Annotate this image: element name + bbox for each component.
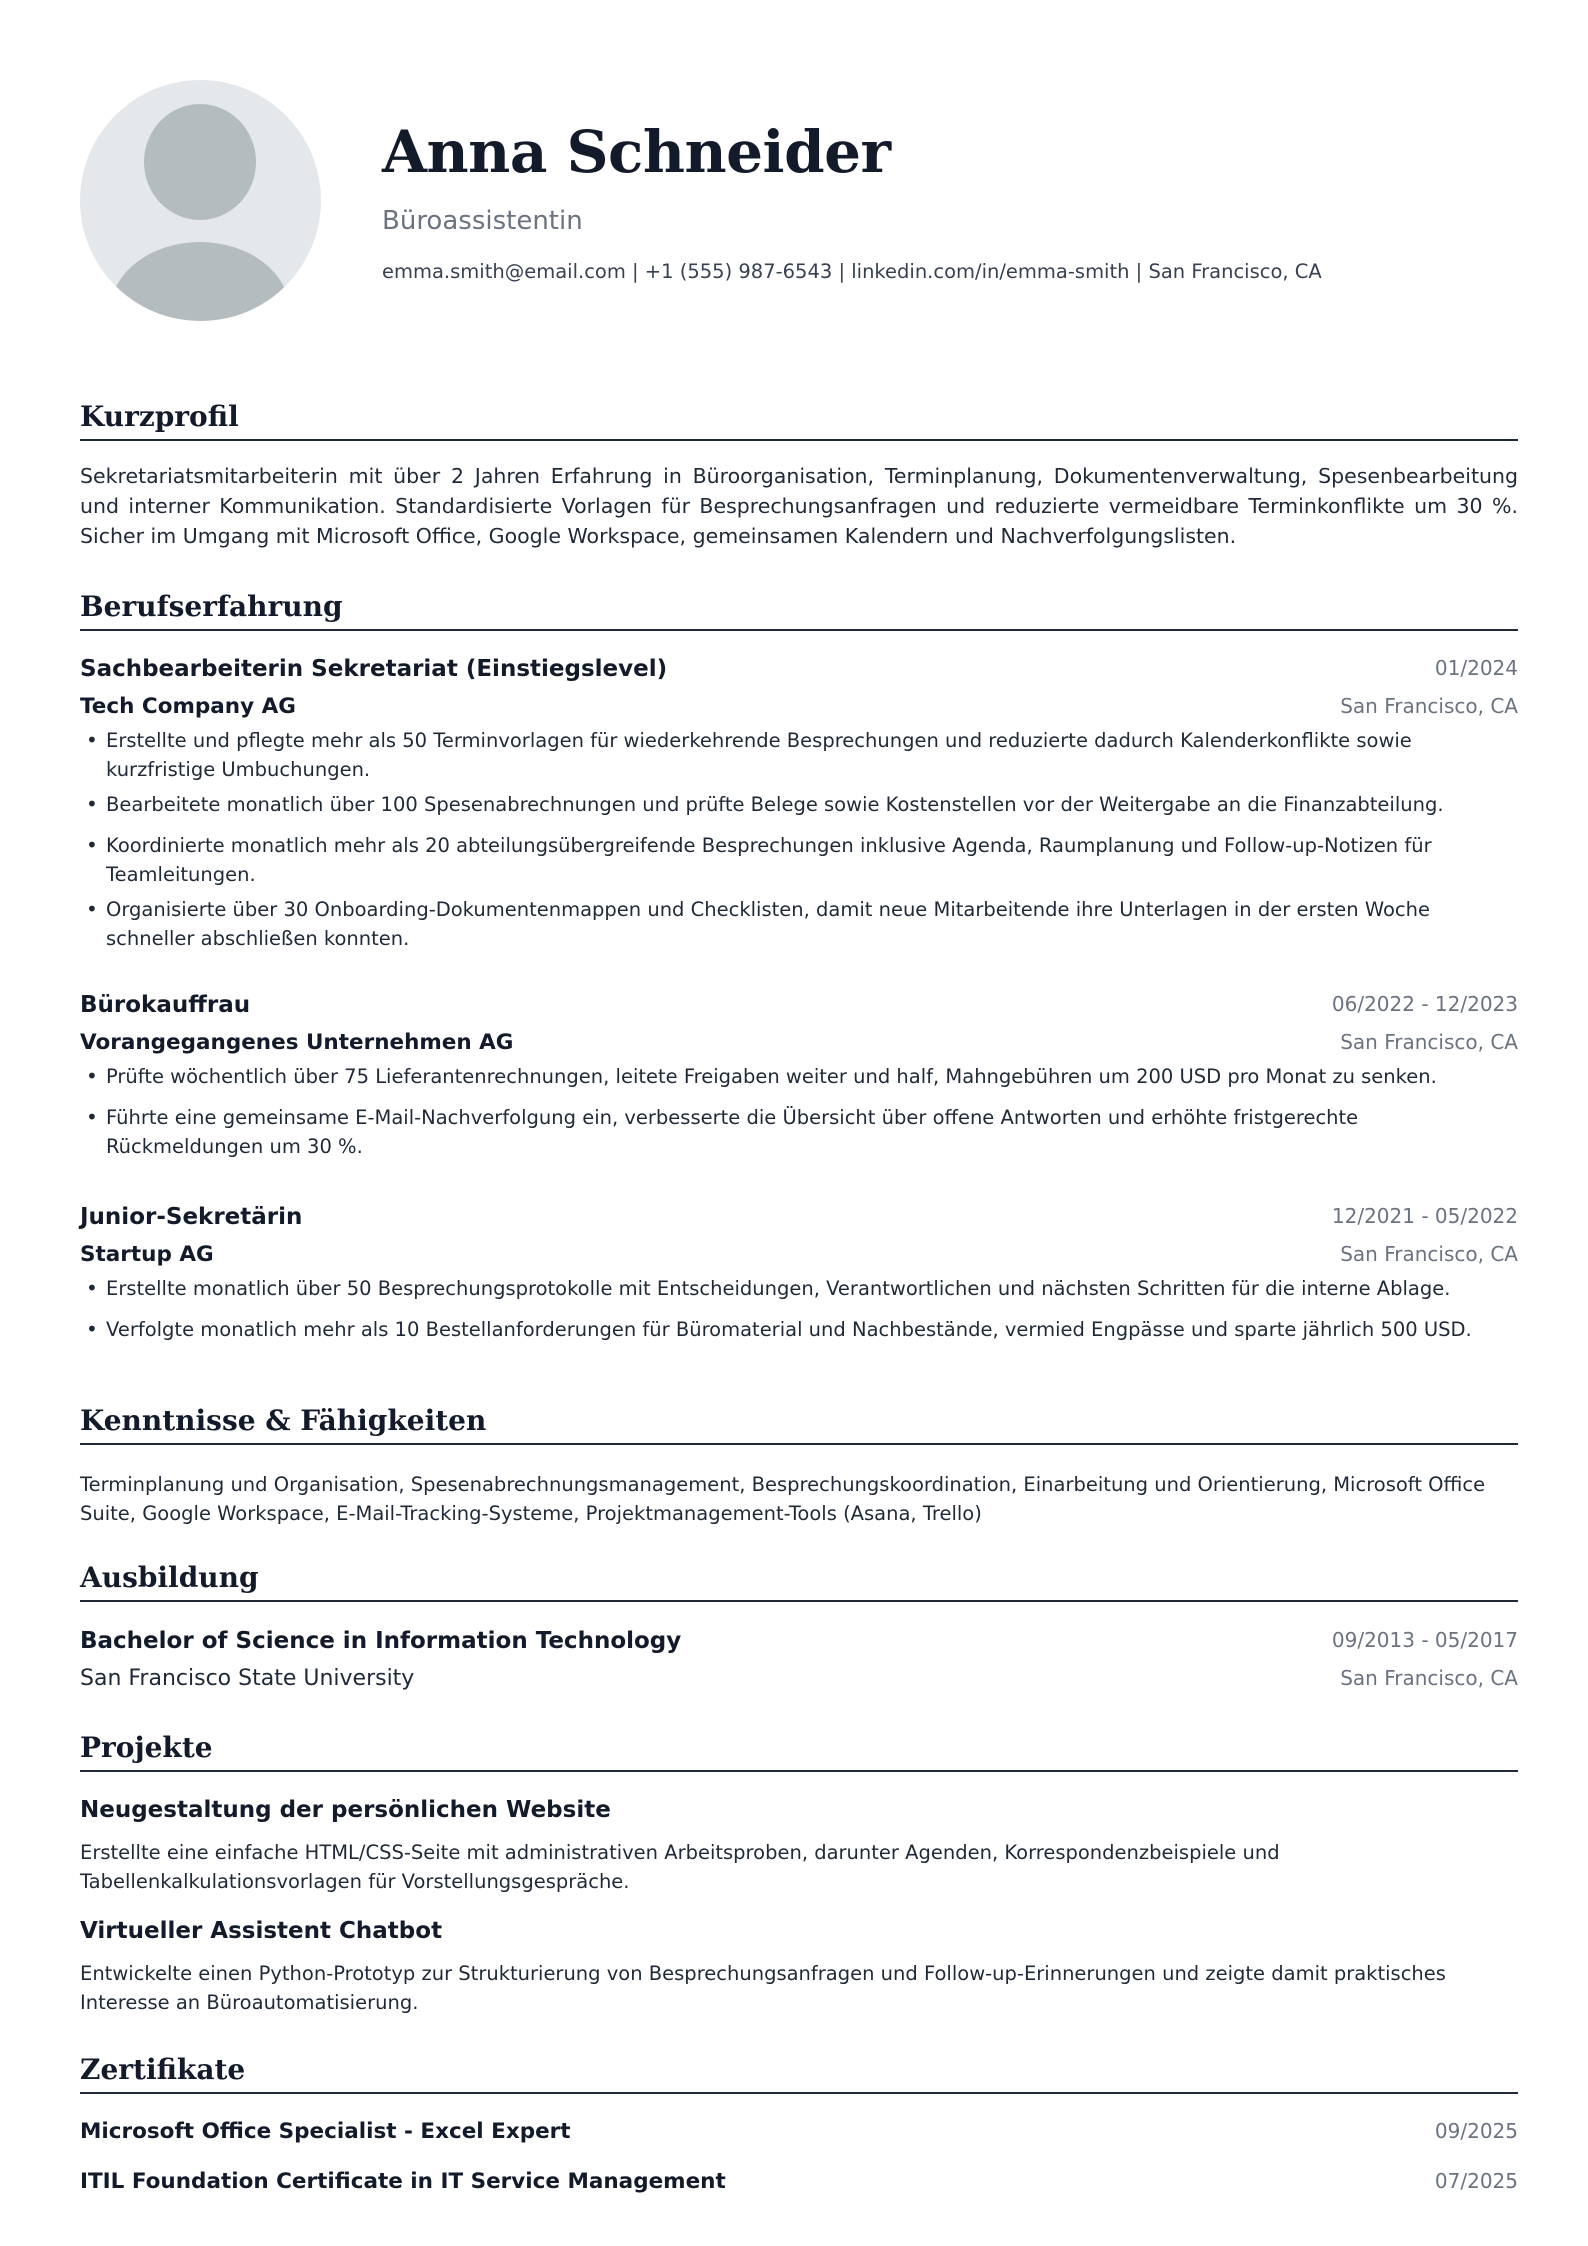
section-heading-summary: Kurzprofil [80, 400, 1518, 441]
certificate-1-title: Microsoft Office Specialist - Excel Expert [80, 2119, 571, 2144]
job-1-date: 01/2024 [1434, 656, 1518, 680]
education-date: 09/2013 - 05/2017 [1331, 1628, 1518, 1652]
job-2-bullets [80, 1062, 1518, 1161]
project-1-title: Neugestaltung der persönlichen Website [80, 1797, 611, 1823]
list-item: • Erstellte monatlich über 50 Besprechungsprotokolle mit Entscheidungen, Verantwortlichen und nächsten Schritten für die interne Ablage. [80, 1274, 1518, 1303]
avatar-body-shape [110, 242, 290, 321]
certificate-2-title: ITIL Foundation Certificate in IT Service Management [80, 2169, 726, 2194]
candidate-name: Anna Schneider [382, 118, 891, 186]
avatar-head-shape [144, 104, 256, 220]
job-3-role: Junior-Sekretärin [80, 1204, 303, 1230]
section-heading-experience: Berufserfahrung [80, 590, 1518, 631]
job-3-date: 12/2021 - 05/2022 [1331, 1204, 1518, 1228]
job-1-bullets [80, 726, 1518, 953]
job-1-company: Tech Company AG [80, 694, 296, 719]
certificate-2-date: 07/2025 [1434, 2169, 1518, 2193]
certificate-1-date: 09/2025 [1434, 2119, 1518, 2143]
avatar [80, 80, 321, 321]
resume-page [80, 0, 1518, 2194]
list-item: • Organisierte über 30 Onboarding-Dokumentenmappen und Checklisten, damit neue Mitarbeitende ihre Unterlagen in der ersten Woche schneller abschließen konnten. [80, 895, 1518, 953]
list-item: • Erstellte und pflegte mehr als 50 Terminvorlagen für wiederkehrende Besprechungen und reduzierte dadurch Kalenderkonflikte sowie kurzfristige Umbuchungen. [80, 726, 1518, 784]
section-heading-skills: Kenntnisse & Fähigkeiten [80, 1404, 1518, 1445]
list-item: • Koordinierte monatlich mehr als 20 abteilungsübergreifende Besprechungen inklusive Agenda, Raumplanung und Follow-up-Notizen für Teamleitungen. [80, 831, 1518, 889]
job-3-company: Startup AG [80, 1242, 214, 1267]
education-degree: Bachelor of Science in Information Technology [80, 1628, 682, 1654]
job-2-location: San Francisco, CA [1340, 1030, 1518, 1054]
section-heading-projects: Projekte [80, 1731, 1518, 1772]
project-2-text: Entwickelte einen Python-Prototyp zur Strukturierung von Besprechungsanfragen und Follow-up-Erinnerungen und zeigte damit praktisches Interesse an Büroautomatisierung. [80, 1962, 1446, 2014]
project-1-text: Erstellte eine einfache HTML/CSS-Seite mit administrativen Arbeitsproben, darunter Agenden, Korrespondenzbeispiele und Tabellenkalkulationsvorlagen für Vorstellungsgespräche. [80, 1841, 1280, 1893]
list-item: • Bearbeitete monatlich über 100 Spesenabrechnungen und prüfte Belege sowie Kostenstellen vor der Weitergabe an die Finanzabteilung. [80, 790, 1518, 819]
resume-header [80, 0, 1518, 330]
project-2-title: Virtueller Assistent Chatbot [80, 1918, 443, 1944]
job-3-bullets [80, 1274, 1518, 1344]
education-location: San Francisco, CA [1340, 1666, 1518, 1690]
list-item: • Führte eine gemeinsame E-Mail-Nachverfolgung ein, verbesserte die Übersicht über offene Antworten und erhöhte fristgerechte Rückmeldungen um 30 %. [80, 1103, 1518, 1161]
job-1-location: San Francisco, CA [1340, 694, 1518, 718]
job-1-role: Sachbearbeiterin Sekretariat (Einstiegslevel) [80, 656, 668, 682]
candidate-title: Büroassistentin [382, 206, 583, 236]
section-heading-education: Ausbildung [80, 1561, 1518, 1602]
job-2-date: 06/2022 - 12/2023 [1331, 992, 1518, 1016]
job-2-company: Vorangegangenes Unternehmen AG [80, 1030, 514, 1055]
job-3-location: San Francisco, CA [1340, 1242, 1518, 1266]
contact-line: emma.smith@email.com | +1 (555) 987-6543 | linkedin.com/in/emma-smith | San Francisco, CA [382, 260, 1322, 283]
job-2-role: Bürokauffrau [80, 992, 251, 1018]
list-item: • Prüfte wöchentlich über 75 Lieferantenrechnungen, leitete Freigaben weiter und half, Mahngebühren um 200 USD pro Monat zu senken. [80, 1062, 1518, 1091]
summary-text: Sekretariatsmitarbeiterin mit über 2 Jahren Erfahrung in Büroorganisation, Terminplanung, Dokumentenverwaltung, Spesenbearbeitung und interner Kommunikation. Standardisierte Vorlagen für Besprechungsanfragen und reduzierte vermeidbare Terminkonflikte um 30 %. Sicher im Umgang mit Microsoft Office, Google Workspace, gemeinsamen Kalendern und Nachverfolgungslisten. [80, 464, 1518, 548]
skills-text: Terminplanung und Organisation, Spesenabrechnungsmanagement, Besprechungskoordination, Einarbeitung und Orientierung, Microsoft Office Suite, Google Workspace, E-Mail-Tracking-Systeme, Projektmanagement-Tools (Asana, Trello) [80, 1473, 1486, 1525]
education-school: San Francisco State University [80, 1666, 415, 1691]
list-item: • Verfolgte monatlich mehr als 10 Bestellanforderungen für Büromaterial und Nachbestände, vermied Engpässe und sparte jährlich 500 USD. [80, 1315, 1518, 1344]
section-heading-certificates: Zertifikate [80, 2053, 1518, 2094]
